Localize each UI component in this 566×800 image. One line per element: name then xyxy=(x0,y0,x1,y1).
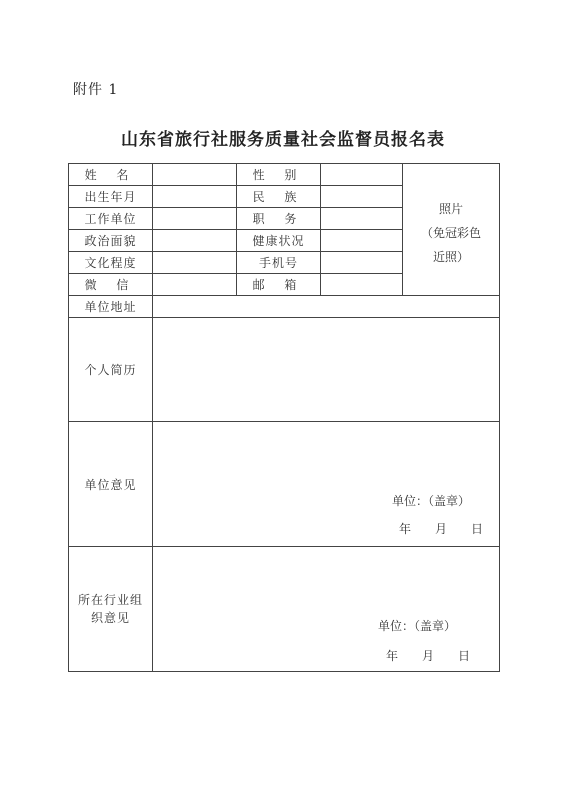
position-field[interactable] xyxy=(321,208,403,230)
gender-label: 性 别 xyxy=(237,164,321,186)
employer-field[interactable] xyxy=(153,208,237,230)
political-status-field[interactable] xyxy=(153,230,237,252)
form-row-industry-opinion xyxy=(69,547,500,672)
gender-field[interactable] xyxy=(321,164,403,186)
form-title: 山东省旅行社服务质量社会监督员报名表 xyxy=(121,130,445,150)
ethnicity-label: 民 族 xyxy=(237,186,321,208)
unit-opinion-field[interactable] xyxy=(153,422,500,547)
health-status-label: 健康状况 xyxy=(237,230,321,252)
position-label: 职 务 xyxy=(237,208,321,230)
political-status-label: 政治面貌 xyxy=(69,230,153,252)
ethnicity-field[interactable] xyxy=(321,186,403,208)
attachment-label: 附件 1 xyxy=(73,82,119,98)
wechat-field[interactable] xyxy=(153,274,237,296)
education-field[interactable] xyxy=(153,252,237,274)
education-label: 文化程度 xyxy=(69,252,153,274)
form-row-address xyxy=(69,296,500,318)
industry-opinion-seal-label: 单位：（盖章） xyxy=(378,619,457,633)
unit-opinion-date-label: 年 月 日 xyxy=(399,522,484,536)
birth-date-field[interactable] xyxy=(153,186,237,208)
unit-address-field[interactable] xyxy=(153,296,500,318)
photo-note-line2: 近照） xyxy=(432,249,469,264)
name-label: 姓 名 xyxy=(69,164,153,186)
resume-label: 个人简历 xyxy=(69,318,153,422)
registration-form-table xyxy=(68,163,500,672)
industry-opinion-field[interactable] xyxy=(153,547,500,672)
unit-opinion-seal-label: 单位：（盖章） xyxy=(392,494,471,508)
health-status-field[interactable] xyxy=(321,230,403,252)
industry-opinion-label-line2: 织意见 xyxy=(90,611,130,625)
employer-label: 工作单位 xyxy=(69,208,153,230)
unit-address-label: 单位地址 xyxy=(69,296,153,318)
phone-label: 手机号 xyxy=(237,252,321,274)
form-row-name xyxy=(69,164,500,186)
industry-opinion-label-line1: 所在行业组 xyxy=(77,593,143,607)
photo-box[interactable] xyxy=(403,164,500,296)
form-row-resume xyxy=(69,318,500,422)
birth-date-label: 出生年月 xyxy=(69,186,153,208)
industry-opinion-date-label: 年 月 日 xyxy=(386,649,471,663)
industry-opinion-label xyxy=(69,547,153,672)
name-field[interactable] xyxy=(153,164,237,186)
email-label: 邮 箱 xyxy=(237,274,321,296)
phone-field[interactable] xyxy=(321,252,403,274)
photo-label: 照片 xyxy=(438,201,463,216)
resume-field[interactable] xyxy=(153,318,500,422)
photo-note-line1: （免冠彩色 xyxy=(420,225,481,240)
form-row-unit-opinion xyxy=(69,422,500,547)
unit-opinion-label: 单位意见 xyxy=(69,422,153,547)
wechat-label: 微 信 xyxy=(69,274,153,296)
email-field[interactable] xyxy=(321,274,403,296)
